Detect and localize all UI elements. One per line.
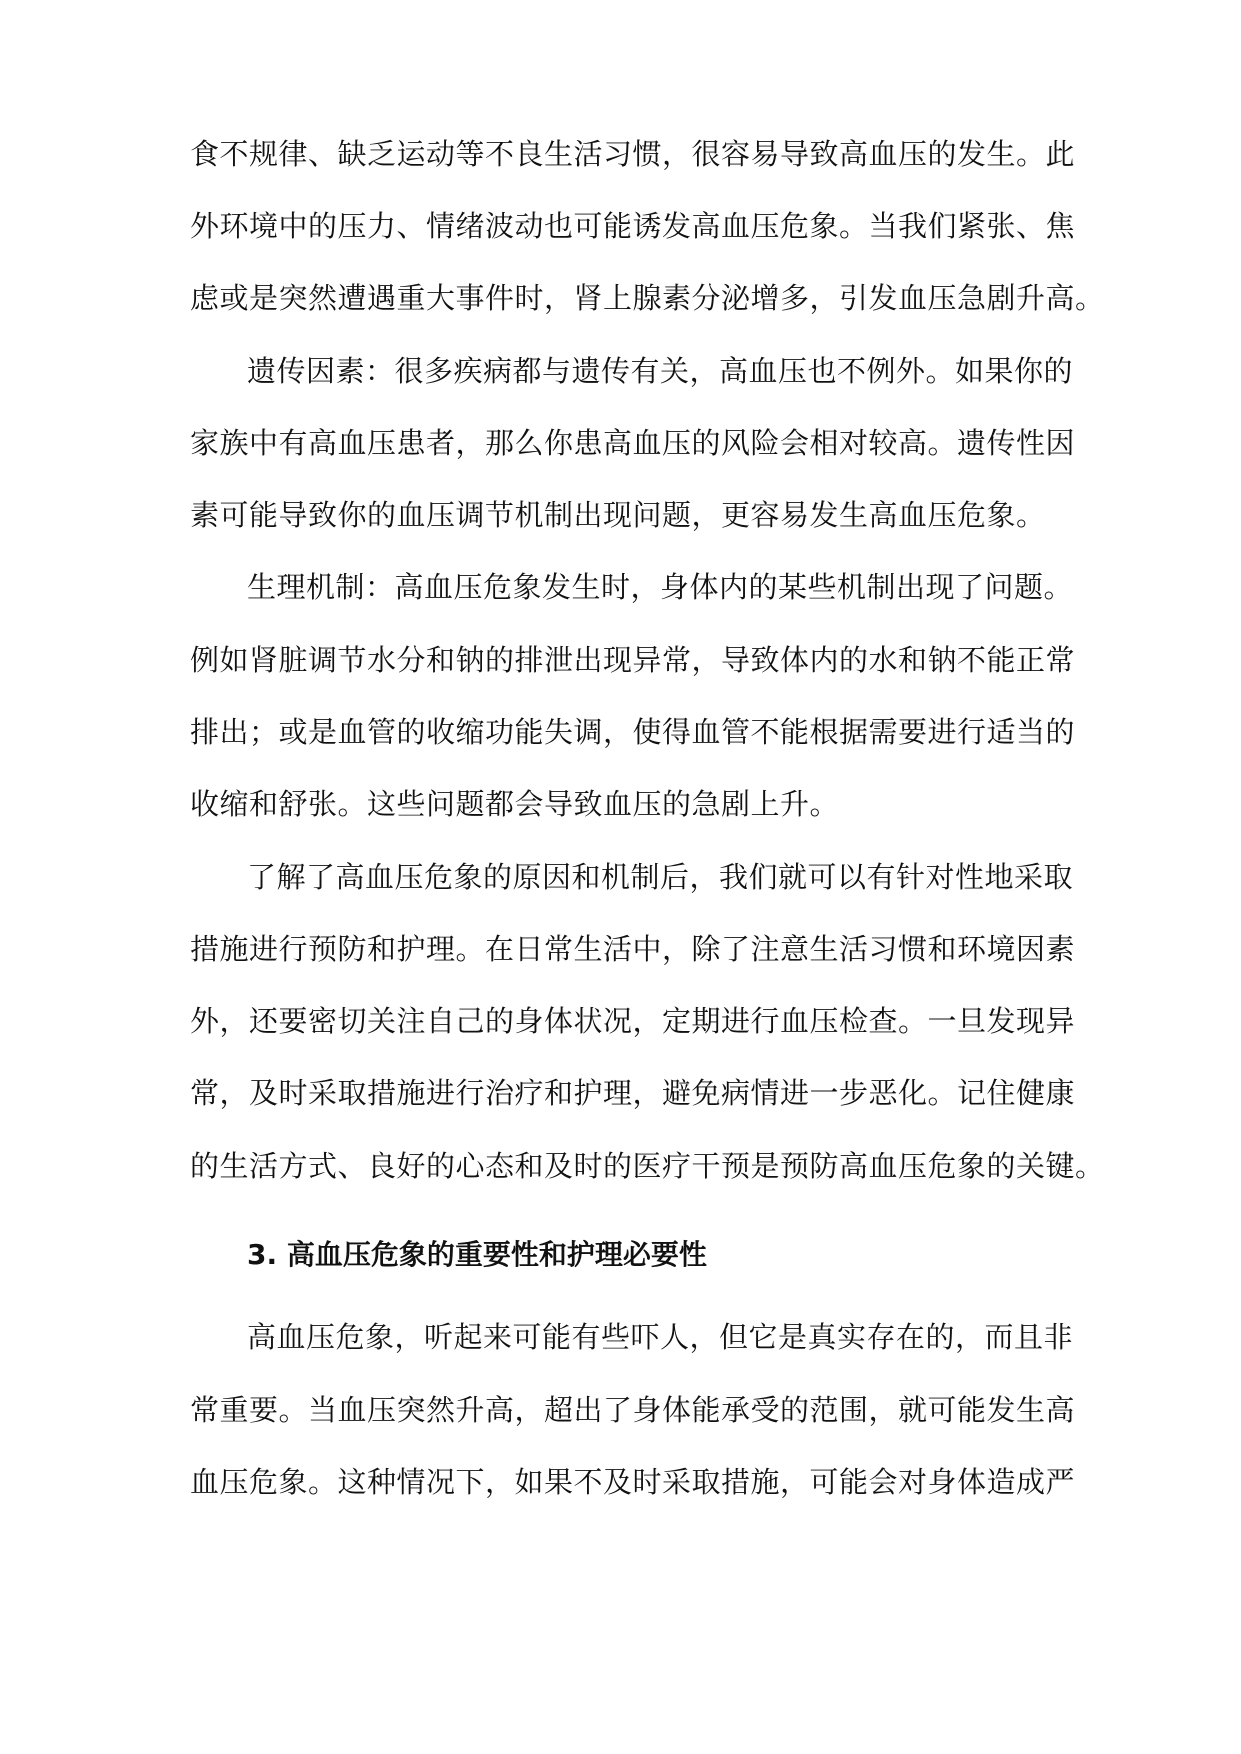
text-line: 家族中有高血压患者，那么你患高血压的风险会相对较高。遗传性因 [190, 426, 1076, 460]
text-line: 血压危象。这种情况下，如果不及时采取措施，可能会对身体造成严 [190, 1465, 1076, 1499]
paragraph-physiology-start: 生理机制：高血压危象发生时，身体内的某些机制出现了问题。 [247, 570, 1074, 604]
text-line: 的生活方式、良好的心态和及时的医疗干预是预防高血压危象的关键。 [190, 1149, 1105, 1183]
text-line: 常重要。当血压突然升高，超出了身体能承受的范围，就可能发生高 [190, 1393, 1076, 1427]
text-line: 例如肾脏调节水分和钠的排泄出现异常，导致体内的水和钠不能正常 [190, 643, 1076, 677]
paragraph-genetics-start: 遗传因素：很多疾病都与遗传有关，高血压也不例外。如果你的 [247, 354, 1074, 388]
text-line: 收缩和舒张。这些问题都会导致血压的急剧上升。 [190, 787, 840, 821]
text-line: 措施进行预防和护理。在日常生活中，除了注意生活习惯和环境因素 [190, 932, 1076, 966]
text-line: 食不规律、缺乏运动等不良生活习惯，很容易导致高血压的发生。此 [190, 137, 1076, 171]
text-line: 排出；或是血管的收缩功能失调，使得血管不能根据需要进行适当的 [190, 715, 1076, 749]
paragraph-importance-start: 高血压危象，听起来可能有些吓人，但它是真实存在的，而且非 [247, 1320, 1074, 1354]
text-line: 常，及时采取措施进行治疗和护理，避免病情进一步恶化。记住健康 [190, 1076, 1076, 1110]
text-line: 虑或是突然遭遇重大事件时，肾上腺素分泌增多，引发血压急剧升高。 [190, 281, 1105, 315]
section-heading: 3. 高血压危象的重要性和护理必要性 [247, 1238, 707, 1271]
text-line: 素可能导致你的血压调节机制出现问题，更容易发生高血压危象。 [190, 498, 1046, 532]
paragraph-summary-start: 了解了高血压危象的原因和机制后，我们就可以有针对性地采取 [247, 860, 1074, 894]
text-line: 外环境中的压力、情绪波动也可能诱发高血压危象。当我们紧张、焦 [190, 209, 1076, 243]
text-line: 外，还要密切关注自己的身体状况，定期进行血压检查。一旦发现异 [190, 1004, 1076, 1038]
